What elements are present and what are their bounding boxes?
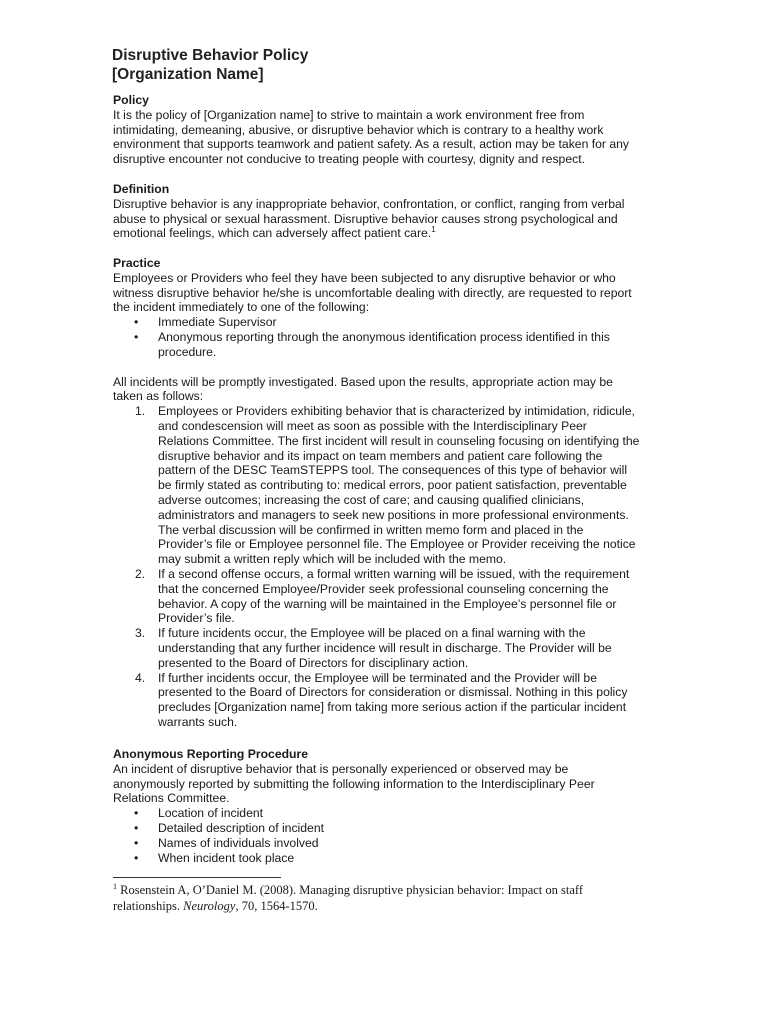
step-line: behavior. A copy of the warning will be maintained in the Employee’s personnel file or (158, 596, 617, 611)
step-line: warrants such. (158, 714, 238, 729)
footnote-marker: 1 (113, 881, 117, 891)
practice-heading: Practice (113, 256, 161, 270)
list-item (113, 404, 673, 567)
step-line: If future incidents occur, the Employee will be placed on a final warning with the (158, 626, 586, 641)
footnote-text: Rosenstein A, O’Daniel M. (2008). Managing disruptive physician behavior: Impact on staff (120, 883, 583, 897)
document-title (112, 46, 308, 84)
footnote-text: relationships. (113, 898, 184, 913)
policy-line: disruptive encounter not conducive to treating people with courtesy, dignity and respect. (113, 152, 585, 167)
step-line: If a second offense occurs, a formal written warning will be issued, with the requirement (158, 566, 630, 581)
step-line: Provider’s file or Employee personnel file. The Employee or Provider receiving the notice (158, 537, 636, 552)
step-line: administrators and managers to seek new positions in more professional environments. (158, 507, 629, 522)
list-item: • When incident took place (113, 851, 673, 866)
list-item: • Names of individuals involved (113, 836, 673, 851)
step-line: may submit a written reply which will be included with the memo. (158, 552, 507, 567)
step-number: 2. (135, 566, 146, 581)
step-line: The verbal discussion will be confirmed in written memo form and placed in the (158, 522, 584, 537)
list-item (113, 671, 673, 730)
policy-line: environment that supports teamwork and patient safety. As a result, action may be taken for any (113, 137, 629, 152)
step-line: that the concerned Employee/Provider seek professional counseling concerning the (158, 581, 609, 596)
definition-section (113, 182, 673, 241)
reporting-options-list (113, 315, 673, 359)
anonymous-line: Relations Committee. (113, 791, 230, 806)
list-item (113, 330, 673, 360)
list-item-text: procedure. (158, 344, 217, 359)
title-line-1: Disruptive Behavior Policy (112, 47, 309, 64)
disciplinary-steps-list (113, 404, 673, 730)
definition-last-line: emotional feelings, which can adversely affect patient care. (113, 226, 432, 241)
definition-heading: Definition (113, 182, 170, 196)
policy-line: It is the policy of [Organization name] to strive to maintain a work environment free from (113, 107, 585, 122)
step-line: Provider’s file. (158, 611, 235, 626)
practice-line: Employees or Providers who feel they have been subjected to any disruptive behavior or who (113, 270, 616, 285)
policy-section (113, 93, 673, 167)
step-number: 4. (135, 670, 146, 685)
footnote-divider (113, 877, 281, 878)
footnote-text: , 70, 1564-1570. (235, 898, 318, 913)
step-line: adverse outcomes; increasing the cost of care; and causing qualified clinicians, (158, 492, 585, 507)
footnote-journal: Neurology (183, 898, 236, 913)
definition-line: Disruptive behavior is any inappropriate behavior, confrontation, or conflict, ranging from verbal (113, 196, 625, 211)
policy-line: intimidating, demeaning, abusive, or disruptive behavior which is contrary to a healthy work (113, 122, 604, 137)
step-line: understanding that any further incidence will result in discharge. The Provider will be (158, 640, 612, 655)
step-line: disruptive behavior and its impact on team members and patient care following the (158, 448, 603, 463)
step-line: pattern of the DESC TeamSTEPPS tool. The consequences of this type of behavior will (158, 463, 628, 478)
list-item: • Location of incident (113, 806, 673, 821)
step-line: presented to the Board of Directors for disciplinary action. (158, 655, 469, 670)
step-line: presented to the Board of Directors for consideration or dismissal. Nothing in this policy (158, 685, 628, 700)
definition-line: abuse to physical or sexual harassment. Disruptive behavior causes strong psychological and (113, 211, 618, 226)
step-line: Relations Committee. The first incident will result in counseling focusing on identifying the (158, 433, 640, 448)
practice-intro-line: taken as follows: (113, 389, 204, 404)
list-item (113, 567, 673, 626)
practice-intro-line: All incidents will be promptly investigated. Based upon the results, appropriate action may be (113, 374, 613, 389)
list-item-text: • Immediate Supervisor (158, 315, 277, 330)
list-item: • Detailed description of incident (113, 821, 673, 836)
practice-section (113, 256, 673, 730)
footnote-reference[interactable]: 1 (431, 225, 436, 235)
list-item-text: • Anonymous reporting through the anonymous identification process identified in this (158, 329, 610, 344)
reporting-info-list (113, 806, 673, 865)
anonymous-reporting-section (113, 747, 673, 865)
practice-line: the incident immediately to one of the following: (113, 300, 370, 315)
footnote-line (113, 883, 673, 899)
step-number: 3. (135, 626, 146, 641)
step-line: and condescension will meet as soon as possible with the Interdisciplinary Peer (158, 418, 587, 433)
step-line: If further incidents occur, the Employee will be terminated and the Provider will be (158, 670, 597, 685)
list-item (113, 626, 673, 670)
footnote-line (113, 899, 673, 915)
anonymous-line: anonymously reported by submitting the following information to the Interdisciplinary Peer (113, 776, 595, 791)
step-line: precludes [Organization name] from taking more serious action if the particular incident (158, 700, 627, 715)
footnote (113, 883, 673, 914)
list-item (113, 315, 673, 330)
step-number: 1. (135, 404, 146, 419)
practice-line: witness disruptive behavior he/she is uncomfortable dealing with directly, are requested to report (113, 285, 632, 300)
definition-line (113, 226, 673, 241)
policy-heading: Policy (113, 93, 149, 107)
anonymous-line: An incident of disruptive behavior that is personally experienced or observed may be (113, 761, 569, 776)
step-line: be firmly stated as contributing to: medical errors, poor patient satisfaction, preventable (158, 478, 627, 493)
title-line-2: [Organization Name] (112, 66, 264, 83)
anonymous-reporting-heading: Anonymous Reporting Procedure (113, 747, 309, 761)
step-line: Employees or Providers exhibiting behavior that is characterized by intimidation, ridicule, (158, 404, 635, 419)
